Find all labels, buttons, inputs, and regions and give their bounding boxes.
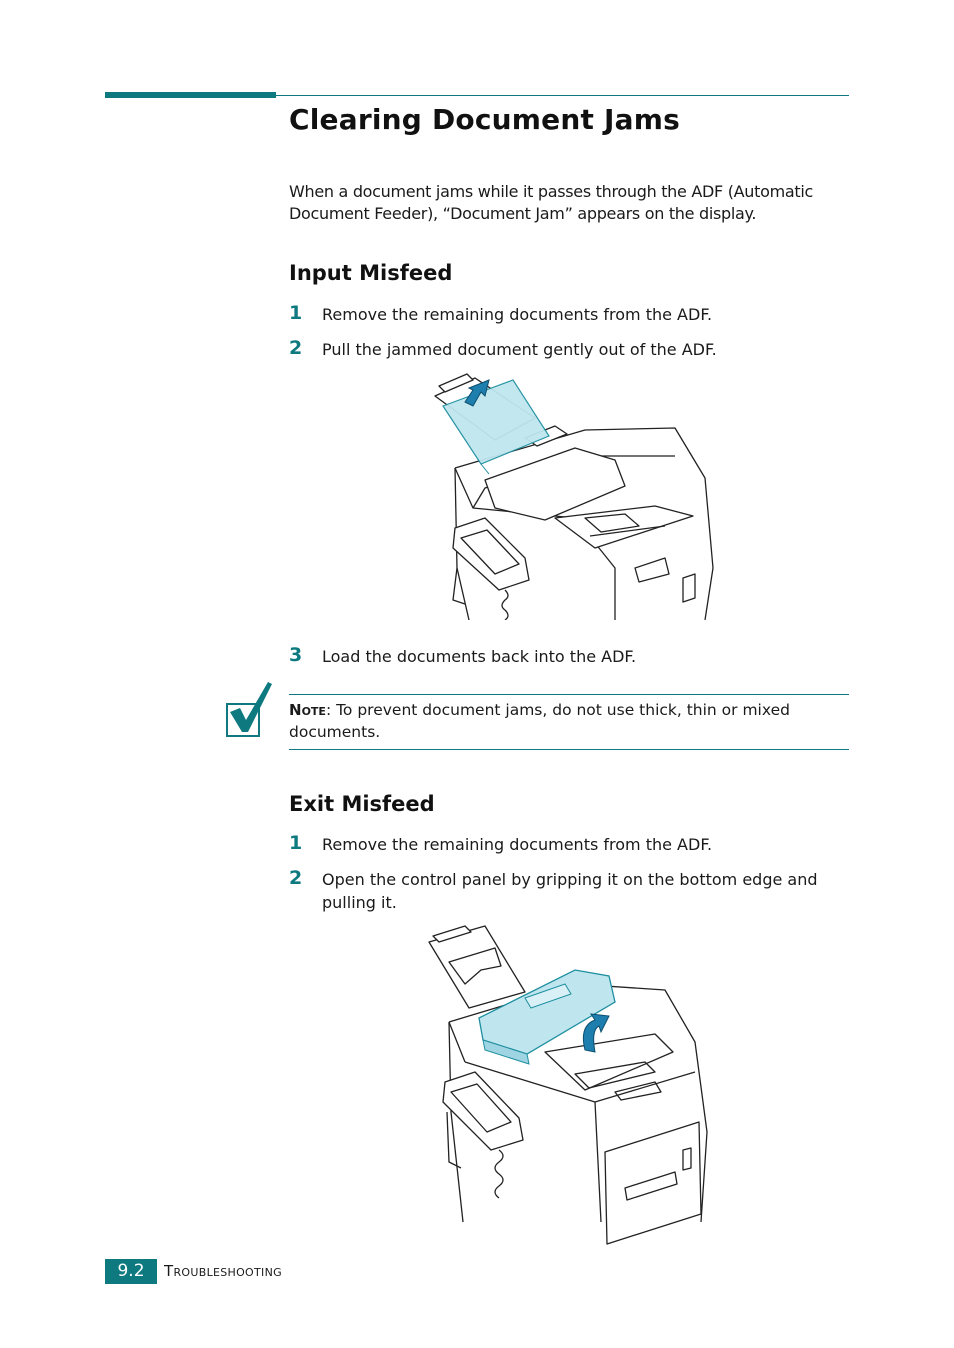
intro-paragraph: When a document jams while it passes through the ADF (Automatic Document Feeder), “Document Jam” appears on the display. — [289, 182, 813, 223]
page-number-badge: 9.2 — [105, 1259, 157, 1284]
step-number: 2 — [289, 337, 303, 359]
step-text: Remove the remaining documents from the ADF. — [322, 305, 713, 324]
note-bottom-rule — [289, 749, 849, 750]
section-name-rest: ROUBLESHOOTING — [173, 1266, 282, 1279]
step-text: Open the control panel by gripping it on the bottom edge and pulling it. — [322, 870, 818, 912]
exit-misfeed-heading: Exit Misfeed — [289, 792, 435, 816]
header-rule-thick — [105, 92, 276, 98]
step-number: 1 — [289, 832, 303, 854]
step-text: Pull the jammed document gently out of the ADF. — [322, 340, 717, 359]
step-number: 3 — [289, 644, 303, 666]
step-text: Remove the remaining documents from the ADF. — [322, 835, 713, 854]
note-label-first: N — [289, 701, 302, 719]
input-misfeed-heading: Input Misfeed — [289, 261, 453, 285]
note-label-rest: OTE — [301, 705, 326, 718]
step-text: Load the documents back into the ADF. — [322, 647, 637, 666]
checkmark-note-icon — [224, 678, 276, 740]
note-body: : To prevent document jams, do not use thick, thin or mixed documents. — [289, 701, 790, 741]
header-rule-thin — [276, 95, 849, 96]
section-name-first: T — [164, 1262, 174, 1280]
open-control-panel-illustration — [425, 922, 715, 1247]
step-number: 2 — [289, 867, 303, 889]
step-number: 1 — [289, 302, 303, 324]
note-text — [289, 700, 849, 742]
page-title: Clearing Document Jams — [289, 103, 680, 136]
section-name — [164, 1262, 282, 1280]
note-top-rule — [289, 694, 849, 695]
jammed-document-illustration — [425, 368, 720, 620]
